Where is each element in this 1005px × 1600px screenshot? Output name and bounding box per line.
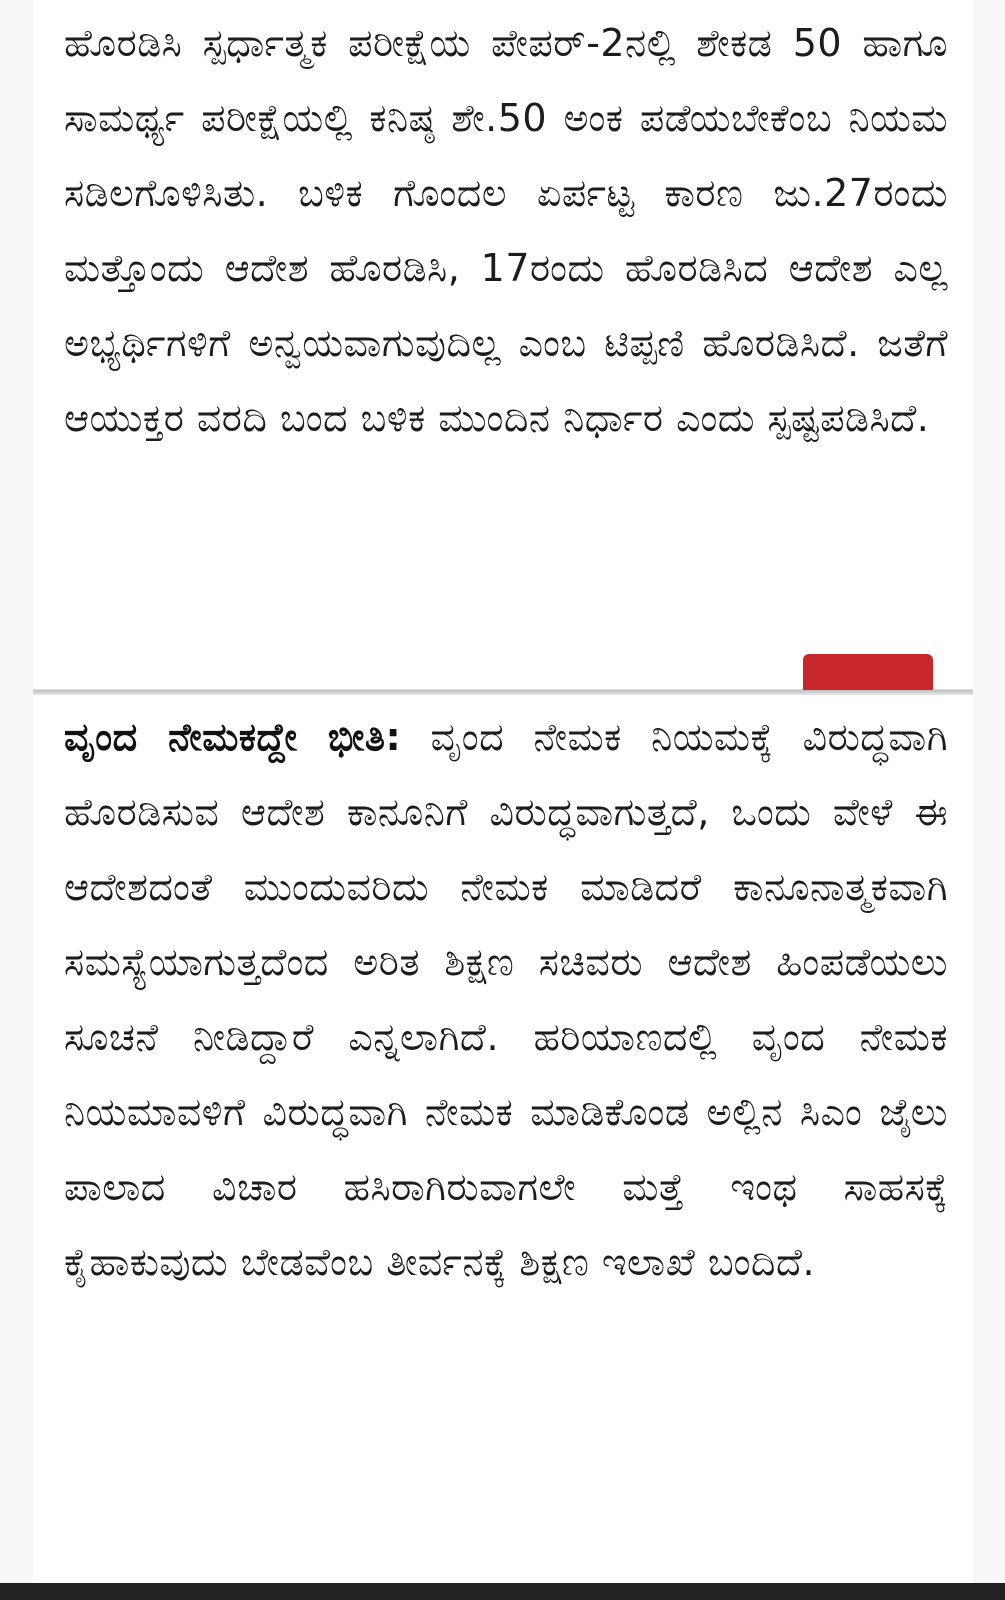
- article-paragraph-1: ಹೊರಡಿಸಿ ಸ್ಪರ್ಧಾತ್ಮಕ ಪರೀಕ್ಷೆಯ ಪೇಪರ್-2ನಲ್ಲಿ ಶೇಕಡ 50 ಹಾಗೂ ಸಾಮರ್ಥ್ಯ ಪರೀಕ್ಷೆಯಲ್ಲಿ ಕನಿಷ್ಠ ಶೇ.50 ಅಂಕ ಪಡೆಯಬೇಕೆಂಬ ನಿಯಮ ಸಡಿಲಗೊಳಿಸಿತು. ಬಳಿಕ ಗೊಂದಲ ಏರ್ಪಟ್ಟ ಕಾರಣ ಜು.27ರಂದು ಮತ್ತೊಂದು ಆದೇಶ ಹೊರಡಿಸಿ, 17ರಂದು ಹೊರಡಿಸಿದ ಆದೇಶ ಎಲ್ಲ ಅಭ್ಯರ್ಥಿಗಳಿಗೆ ಅನ್ವಯವಾಗುವುದಿಲ್ಲ ಎಂಬ ಟಿಪ್ಪಣಿ ಹೊರಡಿಸಿದೆ. ಜತೆಗೆ ಆಯುಕ್ತರ ವರದಿ ಬಂದ ಬಳಿಕ ಮುಂದಿನ ನಿರ್ಧಾರ ಎಂದು ಸ್ಪಷ್ಟಪಡಿಸಿದೆ.: [64, 21, 948, 440]
- paragraph-body: ವೃಂದ ನೇಮಕ ನಿಯಮಕ್ಕೆ ವಿರುದ್ಧವಾಗಿ ಹೊರಡಿಸುವ ಆದೇಶ ಕಾನೂನಿಗೆ ವಿರುದ್ಧವಾಗುತ್ತದೆ, ಒಂದು ವೇಳೆ ಈ ಆದೇಶದಂತೆ ಮುಂದುವರಿದು ನೇಮಕ ಮಾಡಿದರೆ ಕಾನೂನಾತ್ಮಕವಾಗಿ ಸಮಸ್ಯೆಯಾಗುತ್ತದೆಂದ ಅರಿತ ಶಿಕ್ಷಣ ಸಚಿವರು ಆದೇಶ ಹಿಂಪಡೆಯಲು ಸೂಚನೆ ನೀಡಿದ್ದಾರೆ ಎನ್ನಲಾಗಿದೆ. ಹರಿಯಾಣದಲ್ಲಿ ವೃಂದ ನೇಮಕ ನಿಯಮಾವಳಿಗೆ ವಿರುದ್ಧವಾಗಿ ನೇಮಕ ಮಾಡಿಕೊಂಡ ಅಲ್ಲಿನ ಸಿಎಂ ಜೈಲು ಪಾಲಾದ ವಿಚಾರ ಹಸಿರಾಗಿರುವಾಗಲೇ ಮತ್ತೆ ಇಂಥ ಸಾಹಸಕ್ಕೆ ಕೈಹಾಕುವುದು ಬೇಡವೆಂಬ ತೀರ್ವನಕ್ಕೆ ಶಿಕ್ಷಣ ಇಲಾಖೆ ಬಂದಿದೆ.: [64, 715, 948, 1284]
- bottom-system-bar: [0, 1583, 1005, 1600]
- paragraph-subheading: ವೃಂದ ನೇಮಕದ್ದೇ ಭೀತಿ:: [64, 715, 402, 759]
- article-paragraph-2: [64, 700, 948, 1300]
- red-accent-tab[interactable]: [803, 654, 933, 690]
- left-margin: [0, 0, 33, 1583]
- right-margin: [973, 0, 1005, 1583]
